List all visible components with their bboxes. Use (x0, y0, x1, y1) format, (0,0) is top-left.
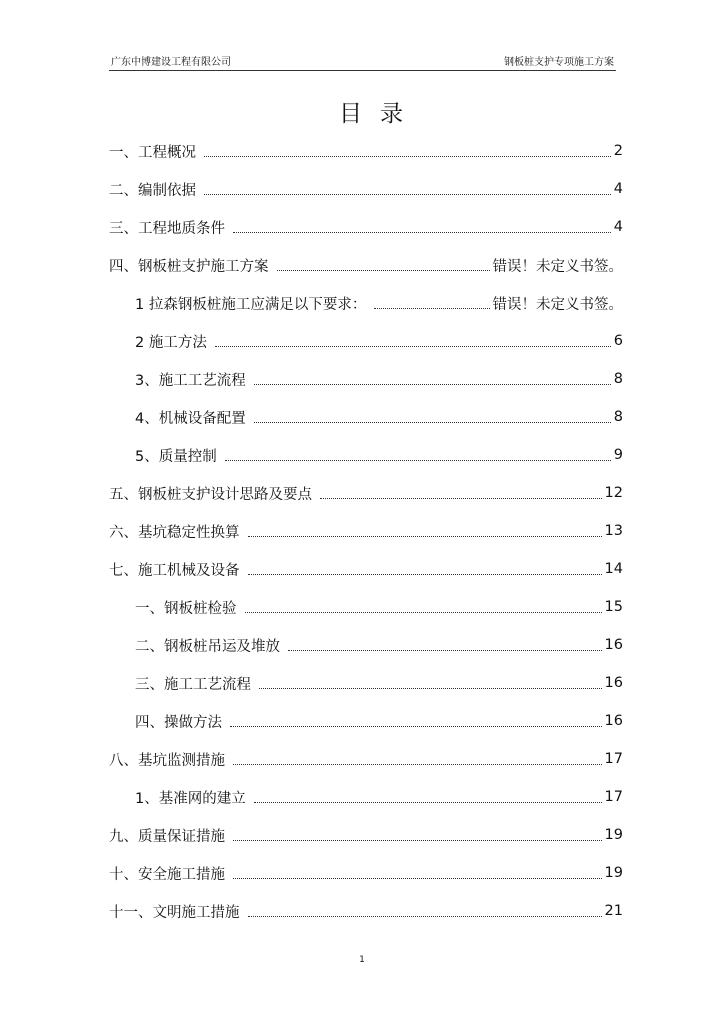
toc-entry-page: 19 (604, 865, 623, 881)
toc-entry-title: 三、施工工艺流程 (135, 676, 251, 693)
toc-dot-leader (233, 840, 602, 841)
toc-dot-leader (245, 612, 602, 613)
toc-entry[interactable] (109, 208, 623, 246)
toc-entry-title: 二、编制依据 (109, 182, 196, 199)
toc-dot-leader (254, 802, 602, 803)
toc-entry[interactable] (109, 702, 623, 740)
toc-dot-leader (204, 194, 611, 195)
toc-entry-page: 17 (604, 789, 623, 805)
toc-dot-leader (204, 156, 611, 157)
toc-entry[interactable] (109, 398, 623, 436)
toc-entry-page: 9 (613, 447, 623, 463)
toc-entry-page: 4 (613, 219, 623, 235)
toc-entry[interactable] (109, 360, 623, 398)
toc-entry-title: 四、操做方法 (135, 714, 222, 731)
toc-dot-leader (233, 878, 602, 879)
toc-entry-title: 一、工程概况 (109, 144, 196, 161)
toc-entry-title: 2 施工方法 (135, 334, 207, 351)
toc-entry[interactable] (109, 778, 623, 816)
toc-entry[interactable] (109, 512, 623, 550)
toc-entry[interactable] (109, 474, 623, 512)
toc-entry-title: 二、钢板桩吊运及堆放 (135, 638, 280, 655)
toc-dot-leader (248, 574, 602, 575)
toc-entry-title: 八、基坑监测措施 (109, 752, 225, 769)
toc-dot-leader (215, 346, 611, 347)
toc-dot-leader (233, 764, 602, 765)
toc-dot-leader (320, 498, 602, 499)
toc-entry[interactable] (109, 664, 623, 702)
table-of-contents (109, 132, 623, 930)
toc-entry-page: 16 (604, 713, 623, 729)
toc-entry-page: 17 (604, 751, 623, 767)
toc-entry-page: 8 (613, 371, 623, 387)
toc-entry[interactable] (109, 322, 623, 360)
toc-dot-leader (225, 460, 611, 461)
toc-dot-leader (374, 308, 489, 309)
page-header (109, 52, 616, 71)
toc-entry[interactable] (109, 436, 623, 474)
toc-dot-leader (233, 232, 611, 233)
toc-entry[interactable] (109, 892, 623, 930)
toc-dot-leader (248, 536, 602, 537)
toc-entry[interactable] (109, 740, 623, 778)
toc-entry-title: 十、安全施工措施 (109, 866, 225, 883)
toc-entry-title: 六、基坑稳定性换算 (109, 524, 240, 541)
toc-entry-title: 七、施工机械及设备 (109, 562, 240, 579)
toc-entry-title: 五、钢板桩支护设计思路及要点 (109, 486, 312, 503)
toc-entry[interactable] (109, 854, 623, 892)
header-doc-title: 钢板桩支护专项施工方案 (504, 57, 614, 68)
toc-entry[interactable] (109, 284, 623, 322)
toc-dot-leader (230, 726, 602, 727)
toc-entry-title: 1、基准网的建立 (135, 790, 246, 807)
header-company: 广东中博建设工程有限公司 (111, 57, 231, 68)
page-title: 目录 (339, 101, 421, 127)
toc-entry-title: 5、质量控制 (135, 448, 217, 465)
toc-entry-title: 4、机械设备配置 (135, 410, 246, 427)
toc-entry-page: 错误！未定义书签。 (492, 296, 623, 313)
toc-entry-title: 四、钢板桩支护施工方案 (109, 258, 269, 275)
toc-entry-title: 九、质量保证措施 (109, 828, 225, 845)
toc-entry-page: 16 (604, 637, 623, 653)
toc-entry-page: 4 (613, 181, 623, 197)
toc-entry-page: 13 (604, 523, 623, 539)
toc-entry[interactable] (109, 170, 623, 208)
toc-entry-title: 十一、文明施工措施 (109, 904, 240, 921)
toc-dot-leader (288, 650, 602, 651)
toc-entry-title: 一、钢板桩检验 (135, 600, 237, 617)
toc-entry-page: 2 (613, 143, 623, 159)
toc-dot-leader (254, 422, 611, 423)
toc-dot-leader (277, 270, 490, 271)
toc-dot-leader (259, 688, 602, 689)
toc-dot-leader (254, 384, 611, 385)
toc-entry[interactable] (109, 626, 623, 664)
toc-entry-title: 三、工程地质条件 (109, 220, 225, 237)
toc-entry-title: 3、施工工艺流程 (135, 372, 246, 389)
page-number: 1 (359, 955, 365, 965)
toc-dot-leader (248, 916, 602, 917)
toc-entry-page: 15 (604, 599, 623, 615)
toc-entry-page: 6 (613, 333, 623, 349)
toc-entry[interactable] (109, 588, 623, 626)
toc-entry[interactable] (109, 132, 623, 170)
toc-entry[interactable] (109, 246, 623, 284)
toc-entry-page: 19 (604, 827, 623, 843)
toc-entry-title: 1 拉森钢板桩施工应满足以下要求： (135, 296, 367, 313)
toc-entry-page: 8 (613, 409, 623, 425)
toc-entry[interactable] (109, 550, 623, 588)
toc-entry-page: 21 (604, 903, 623, 919)
toc-entry-page: 12 (604, 485, 623, 501)
toc-entry-page: 错误！未定义书签。 (492, 258, 623, 275)
toc-entry-page: 16 (604, 675, 623, 691)
toc-entry[interactable] (109, 816, 623, 854)
toc-entry-page: 14 (604, 561, 623, 577)
